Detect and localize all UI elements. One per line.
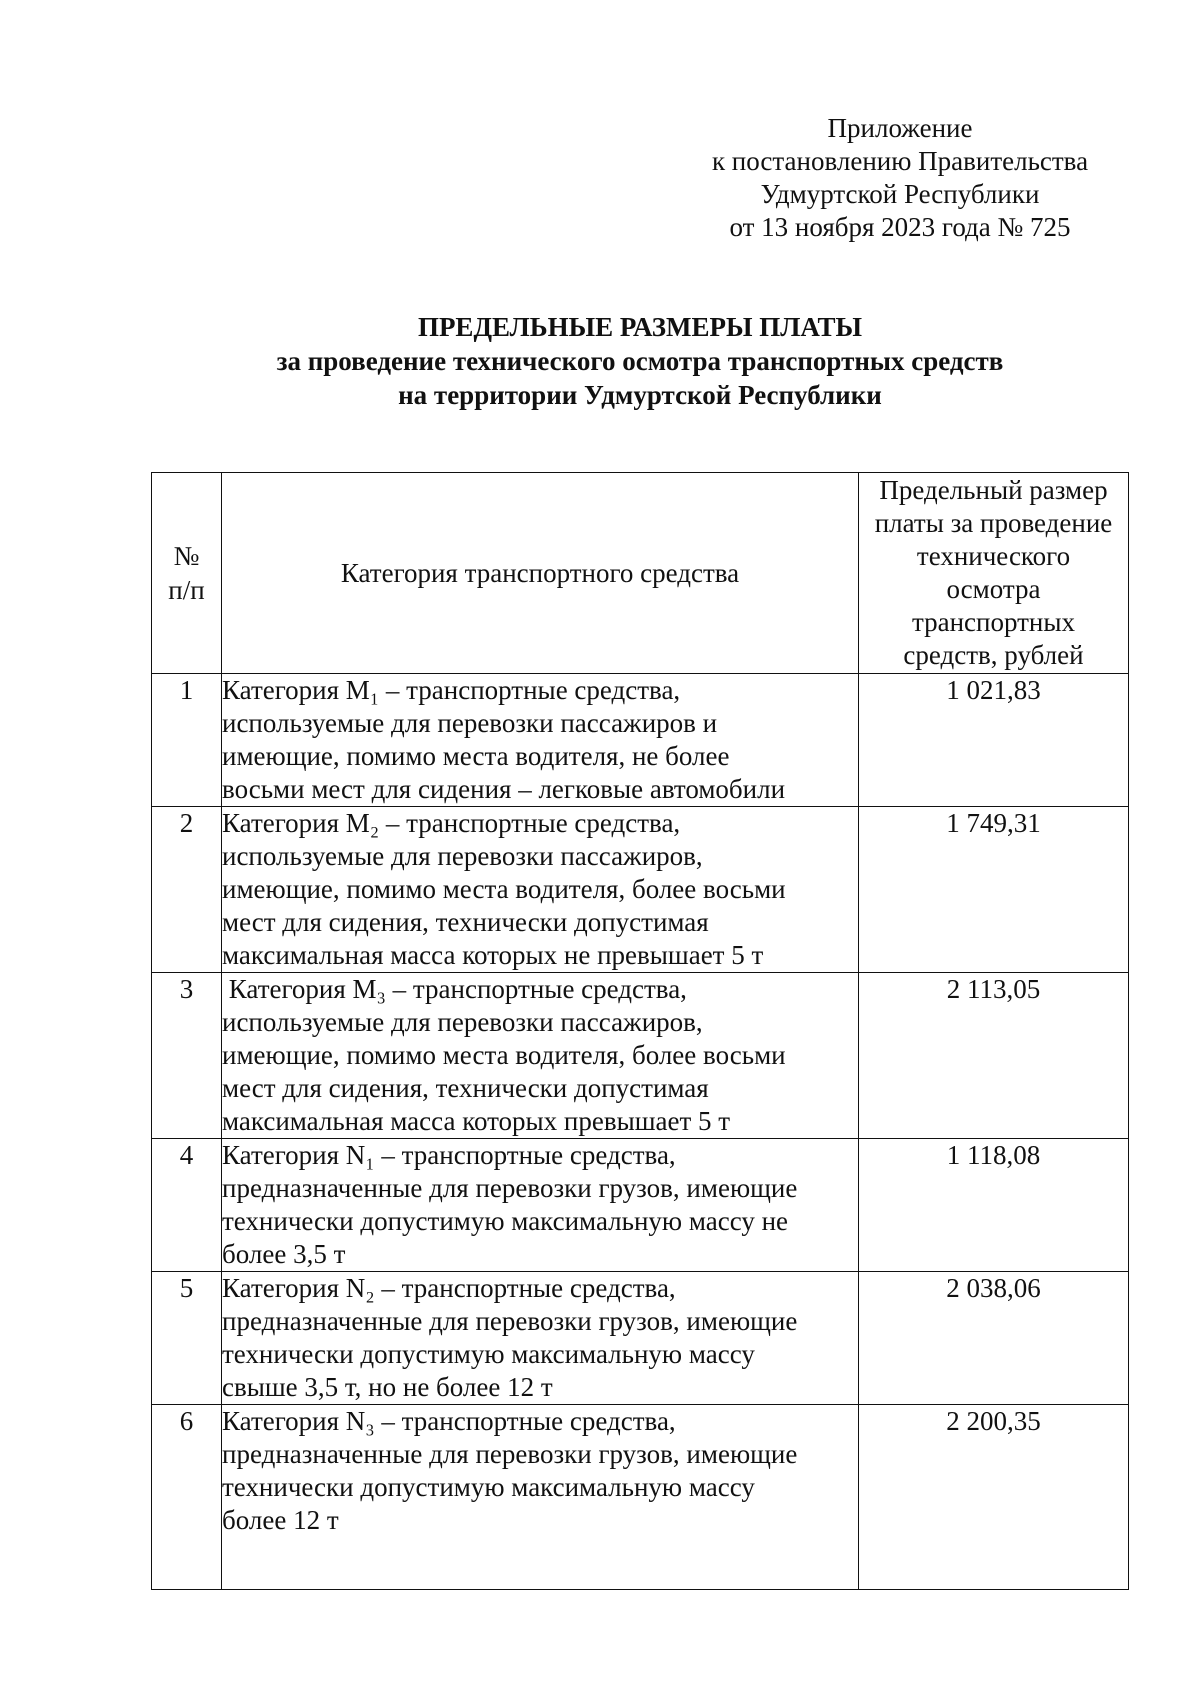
row-fee: 2 200,35 [859,1405,1129,1590]
row-number: 5 [152,1272,222,1405]
category-line: Категория N₁ – транспортные средства, [222,1140,676,1170]
title-line: на территории Удмуртской Республики [398,380,882,410]
row-fee: 2 038,06 [859,1272,1129,1405]
category-line: имеющие, помимо места водителя, более восьми [222,874,786,904]
category-line: мест для сидения, технически допустимая [222,1073,709,1103]
category-line: Категория M₂ – транспортные средства, [222,808,681,838]
category-line: используемые для перевозки пассажиров, [222,841,703,871]
appendix-line: от 13 ноября 2023 года № 725 [729,212,1071,242]
title-line: за проведение технического осмотра транспортных средств [276,346,1004,376]
row-fee: 1 021,83 [859,674,1129,807]
fees-table [151,472,1129,1590]
category-line: Категория M₃ – транспортные средства, [222,974,687,1004]
header-number-line: № [173,541,200,571]
category-line: более 3,5 т [222,1239,346,1269]
row-fee: 2 113,05 [859,973,1129,1139]
table-row [152,674,1129,807]
document-title [230,310,1050,412]
category-line: максимальная масса которых не превышает 5 т [222,940,764,970]
table-row [152,1405,1129,1590]
row-category [222,1405,859,1590]
appendix-line: к постановлению Правительства [711,146,1089,176]
header-category: Категория транспортного средства [222,473,859,674]
category-line: имеющие, помимо места водителя, не более [222,741,730,771]
table-row [152,807,1129,973]
header-fee-line: технического [916,541,1071,571]
category-line: предназначенные для перевозки грузов, имеющие [222,1306,798,1336]
row-category [222,1139,859,1272]
appendix-line: Удмуртской Республики [760,179,1040,209]
table-row [152,973,1129,1139]
header-fee-line: Предельный размер [879,475,1108,505]
header-fee [859,473,1129,674]
header-fee-line: платы за проведение [874,508,1113,538]
title-line: ПРЕДЕЛЬНЫЕ РАЗМЕРЫ ПЛАТЫ [417,312,863,342]
category-line: предназначенные для перевозки грузов, имеющие [222,1439,798,1469]
category-line: максимальная масса которых превышает 5 т [222,1106,731,1136]
header-fee-line: осмотра [946,574,1041,604]
row-number: 4 [152,1139,222,1272]
category-line: используемые для перевозки пассажиров, [222,1007,703,1037]
row-number: 6 [152,1405,222,1590]
header-number-line: п/п [168,575,205,605]
table-row [152,1272,1129,1405]
header-number [152,473,222,674]
table-row [152,1139,1129,1272]
category-line: предназначенные для перевозки грузов, имеющие [222,1173,798,1203]
category-line: Категория N₂ – транспортные средства, [222,1273,676,1303]
row-category [222,1272,859,1405]
row-fee: 1 749,31 [859,807,1129,973]
row-category [222,973,859,1139]
category-line: свыше 3,5 т, но не более 12 т [222,1372,553,1402]
category-line: используемые для перевозки пассажиров и [222,708,718,738]
category-line: более 12 т [222,1505,339,1535]
category-line: технически допустимую максимальную массу [222,1339,755,1369]
header-fee-line: транспортных [911,607,1076,637]
header-fee-line: средств, рублей [903,640,1084,670]
row-fee: 1 118,08 [859,1139,1129,1272]
category-line: технически допустимую максимальную массу не [222,1206,789,1236]
category-line: Категория M₁ – транспортные средства, [222,675,681,705]
row-number: 3 [152,973,222,1139]
row-number: 1 [152,674,222,807]
category-line: Категория N₃ – транспортные средства, [222,1406,676,1436]
category-line: технически допустимую максимальную массу [222,1472,755,1502]
row-category [222,674,859,807]
row-number: 2 [152,807,222,973]
table-header-row [152,473,1129,674]
row-category [222,807,859,973]
appendix-line: Приложение [827,113,973,143]
category-line: мест для сидения, технически допустимая [222,907,709,937]
category-line: имеющие, помимо места водителя, более восьми [222,1040,786,1070]
category-line: восьми мест для сидения – легковые автомобили [222,774,786,804]
appendix-block [690,112,1110,244]
